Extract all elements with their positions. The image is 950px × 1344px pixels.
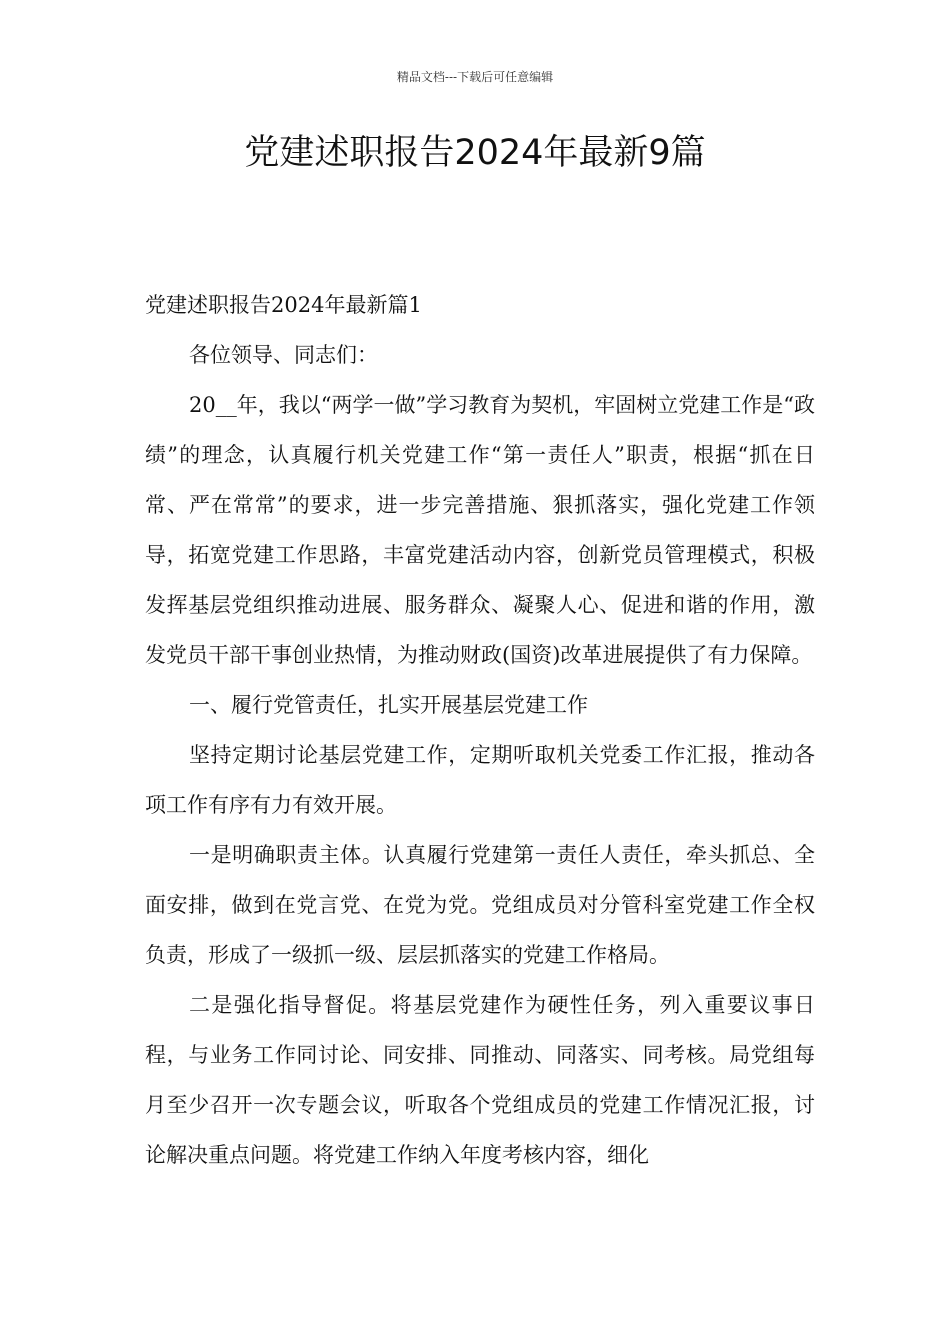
- paragraph-intro: 20__年，我以“两学一做”学习教育为契机，牢固树立党建工作是“政绩”的理念，认真履行机关党建工作“第一责任人”职责，根据“抓在日常、严在常常”的要求，进一步完善措施、狠抓落实，强化党建工作领导，拓宽党建工作思路，丰富党建活动内容，创新党员管理模式，积极发挥基层党组织推动进展、服务群众、凝聚人心、促进和谐的作用，激发党员干部干事创业热情，为推动财政(国资)改革进展提供了有力保障。: [145, 393, 815, 667]
- header-note: 精品文档---下载后可任意编辑: [396, 70, 554, 84]
- paragraph-salutation: 各位领导、同志们：: [189, 343, 378, 367]
- paragraph-point-two: 二是强化指导督促。将基层党建作为硬性任务，列入重要议事日程，与业务工作同讨论、同安排、同推动、同落实、同考核。局党组每月至少召开一次专题会议，听取各个党组成员的党建工作情况汇报，讨论解决重点问题。将党建工作纳入年度考核内容，细化: [145, 993, 815, 1167]
- paragraph-summary: 坚持定期讨论基层党建工作，定期听取机关党委工作汇报，推动各项工作有序有力有效开展。: [145, 743, 815, 817]
- document-body: [145, 280, 815, 1180]
- document-title: 党建述职报告2024年最新9篇: [244, 133, 706, 173]
- section-heading: 党建述职报告2024年最新篇1: [145, 293, 422, 317]
- paragraph-heading-one: 一、履行党管责任，扎实开展基层党建工作: [189, 693, 588, 717]
- paragraph-point-one: 一是明确职责主体。认真履行党建第一责任人责任，牵头抓总、全面安排，做到在党言党、在党为党。党组成员对分管科室党建工作全权负责，形成了一级抓一级、层层抓落实的党建工作格局。: [145, 843, 815, 967]
